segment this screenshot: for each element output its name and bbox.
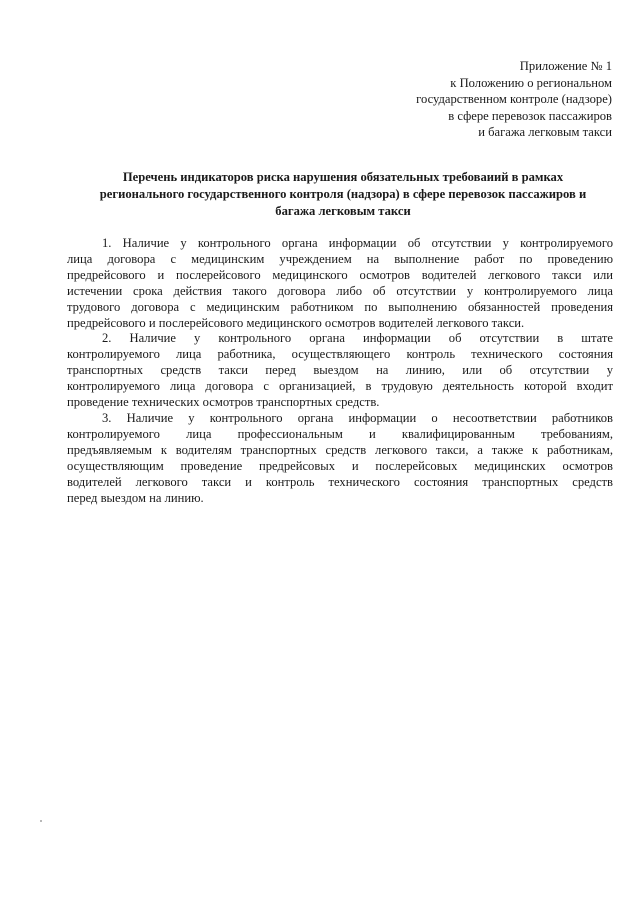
appendix-line: в сфере перевозок пассажиров [448, 108, 612, 123]
paragraph-line: трудового договора с медицинским работником по выполнению обязанностей проведения [67, 299, 613, 314]
paragraph-line: водителей легкового такси и контроль технического состояния транспортных средств [67, 474, 613, 489]
paragraph-line: проведение технических осмотров транспортных средств. [67, 395, 380, 410]
paragraph-2 [67, 331, 613, 411]
appendix-note [282, 58, 612, 141]
appendix-line: Приложение № 1 [519, 59, 612, 73]
paragraph-line: 3. Наличие у контрольного органа информации о несоответствии работников [102, 410, 613, 425]
title-line: багажа легковым такси [275, 203, 411, 218]
scan-speck [40, 820, 42, 822]
paragraph-line: 2. Наличие у контрольного органа информации об отсутствии в штате [102, 331, 613, 346]
paragraph-3 [67, 411, 613, 506]
paragraph-line: предрейсового и послерейсового медицинского осмотров водителей легкового такси. [67, 315, 525, 330]
document-body [67, 236, 613, 506]
paragraph-line: лица договора с медицинским учреждением на выполнение работ по проведению [67, 251, 613, 266]
appendix-line: к Положению о региональном [450, 75, 612, 90]
paragraph-line: транспортных средств такси перед выездом на линию, или об отсутствии у [67, 363, 613, 378]
paragraph-line: контролируемого лица работника, осуществляющего контроль технического состояния [67, 347, 613, 362]
title-line: регионального государственного контроля (надзора) в сфере перевозок пассажиров и [99, 186, 587, 201]
paragraph-line: контролируемого лица договора с организацией, в трудовую деятельность которой входит [67, 379, 613, 394]
paragraph-line: предрейсового и послерейсового медицинского осмотров водителей легкового такси или [67, 267, 613, 282]
paragraph-line: осуществляющим проведение предрейсовых и послерейсовых медицинских осмотров [67, 458, 613, 473]
title-line: Перечень индикаторов риска нарушения обязательных требоваиий в рамках [122, 170, 564, 184]
paragraph-line: предъявляемым к водителям транспортных средств легкового такси, а также к работникам, [67, 442, 613, 457]
appendix-line: государственном контроле (надзоре) [416, 92, 612, 107]
paragraph-line: истечении срока действия такого договора либо об отсутствии у контролируемого лица [67, 283, 613, 298]
appendix-line: и багажа легковым такси [478, 125, 612, 140]
paragraph-line: перед выездом на линию. [67, 490, 204, 505]
paragraph-line: 1. Наличие у контрольного органа информации об отсутствии у контролируемого [102, 236, 613, 250]
paragraph-line: контролируемого лица профессиональным и квалифицированным требованиям, [67, 426, 613, 441]
document-title [48, 169, 638, 219]
paragraph-1 [67, 236, 613, 331]
